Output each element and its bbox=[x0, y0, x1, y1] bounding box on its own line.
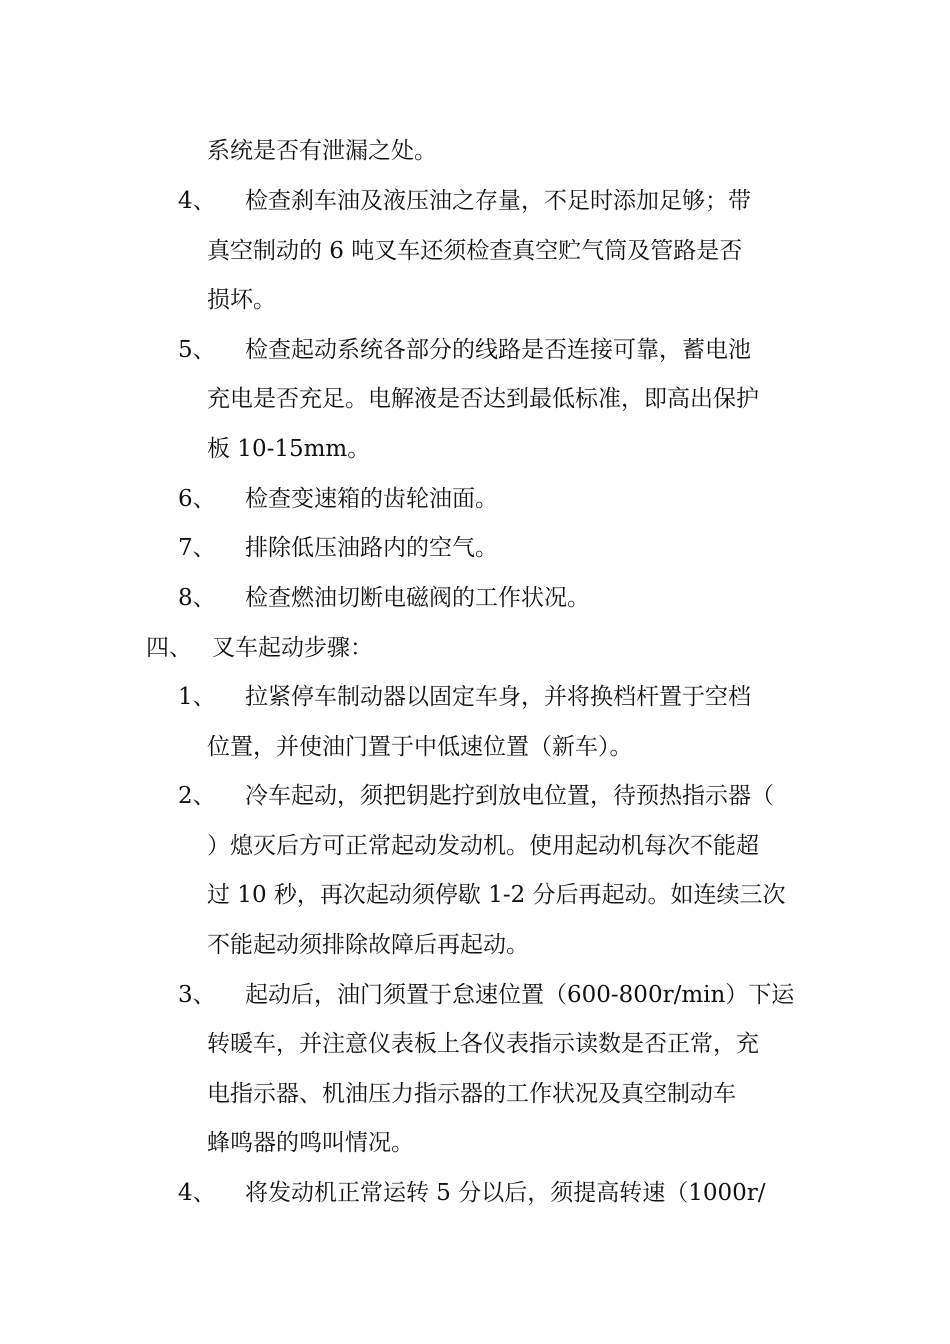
paragraph-line: 将发动机正常运转 5 分以后，须提高转速（1000r/ bbox=[245, 1180, 766, 1206]
paragraph-line: 蜂鸣器的鸣叫情况。 bbox=[207, 1130, 414, 1156]
paragraph-line: 充电是否充足。电解液是否达到最低标准，即高出保护 bbox=[207, 386, 759, 412]
paragraph-line: 排除低压油路内的空气。 bbox=[245, 535, 498, 561]
paragraph-line: 损坏。 bbox=[207, 287, 276, 313]
section-title: 叉车起动步骤： bbox=[212, 635, 373, 661]
section-number: 四、 bbox=[146, 635, 192, 661]
paragraph-line: 不能起动须排除故障后再起动。 bbox=[207, 932, 529, 958]
paragraph-line: 检查燃油切断电磁阀的工作状况。 bbox=[245, 585, 590, 611]
step-number: 2、 bbox=[178, 783, 216, 809]
paragraph-line: ）熄灭后方可正常起动发动机。使用起动机每次不能超 bbox=[207, 833, 759, 859]
paragraph-line: 拉紧停车制动器以固定车身，并将换档杆置于空档 bbox=[245, 684, 751, 710]
paragraph-line: 检查刹车油及液压油之存量，不足时添加足够；带 bbox=[245, 188, 751, 214]
item-number: 8、 bbox=[178, 585, 216, 611]
paragraph-line: 过 10 秒，再次起动须停歇 1-2 分后再起动。如连续三次 bbox=[207, 882, 786, 908]
item-number: 6、 bbox=[178, 486, 216, 512]
step-number: 3、 bbox=[178, 982, 216, 1008]
paragraph-line: 板 10-15mm。 bbox=[207, 436, 371, 462]
paragraph-line: 检查变速箱的齿轮油面。 bbox=[245, 486, 498, 512]
paragraph-line: 起动后，油门须置于怠速位置（600-800r/min）下运 bbox=[245, 982, 795, 1008]
paragraph-line: 真空制动的 6 吨叉车还须检查真空贮气筒及管路是否 bbox=[207, 238, 743, 264]
step-number: 1、 bbox=[178, 684, 216, 710]
paragraph-line: 检查起动系统各部分的线路是否连接可靠，蓄电池 bbox=[245, 337, 751, 363]
item-number: 7、 bbox=[178, 535, 216, 561]
item-number: 5、 bbox=[178, 337, 216, 363]
paragraph-line: 转暖车，并注意仪表板上各仪表指示读数是否正常，充 bbox=[207, 1031, 759, 1057]
paragraph-line: 位置，并使油门置于中低速位置（新车）。 bbox=[207, 734, 633, 760]
paragraph-line: 电指示器、机油压力指示器的工作状况及真空制动车 bbox=[207, 1081, 736, 1107]
step-number: 4、 bbox=[178, 1180, 216, 1206]
paragraph-line: 冷车起动，须把钥匙拧到放电位置，待预热指示器（ bbox=[245, 783, 774, 809]
item-number: 4、 bbox=[178, 188, 216, 214]
paragraph-line: 系统是否有泄漏之处。 bbox=[207, 138, 437, 164]
